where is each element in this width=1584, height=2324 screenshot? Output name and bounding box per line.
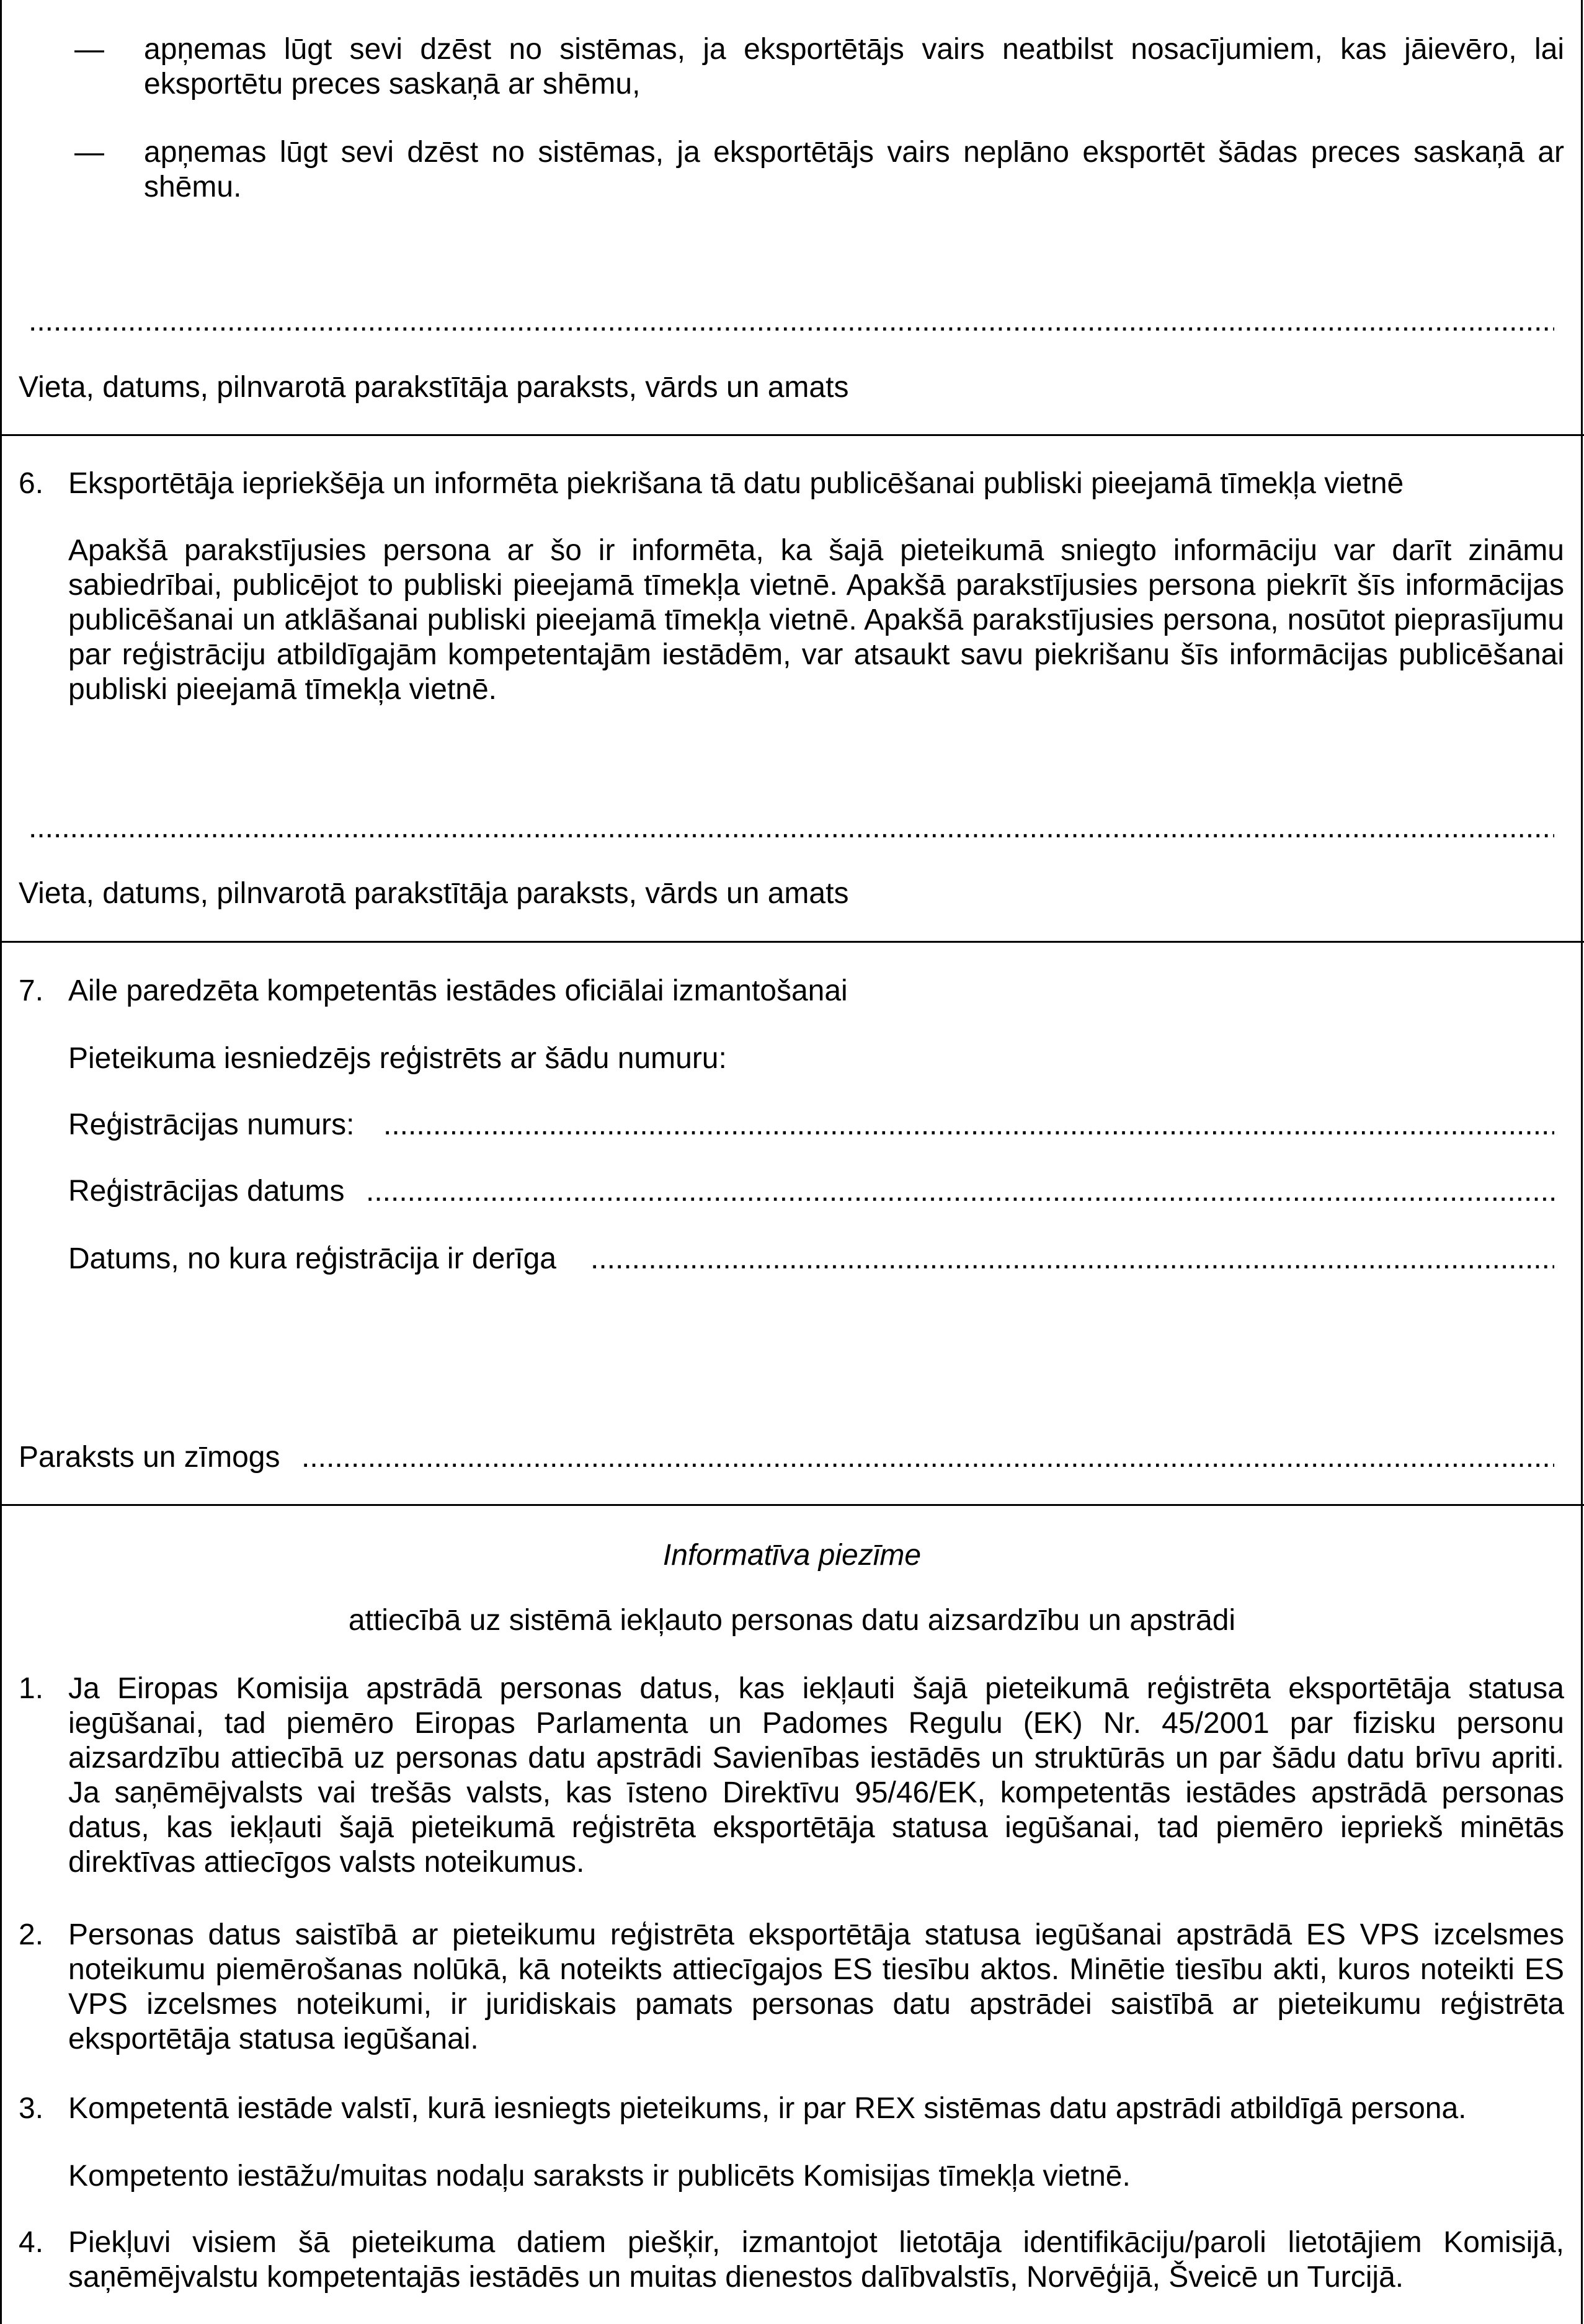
notice-item-1: Ja Eiropas Komisija apstrādā personas datus, kas iekļauti šajā pieteikumā reģistrēta eksportētāja statusa iegūšanai, tad piemēro Eiropas Parlamenta un Padomes Regulu (EK) Nr. 45/2001 par fizisku personu aizsardzību attiecībā uz personas datu apstrādi Savienības iestādēs un struktūrās un par šādu datu brīvu apriti. Ja saņēmējvalsts vai trešās valsts, kas īsteno Direktīvu 95/46/EK, kompetentās iestādes apstrādā personas datus, kas iekļauti šajā pieteikumā reģistrēta eksportētāja statusa iegūšanai, tad piemēro iepriekš minētās direktīvas attiecīgos valsts noteikumus. [68, 1672, 1564, 1879]
notice-item-4: Piekļuvi visiem šā pieteikuma datiem piešķir, izmantojot lietotāja identifikāciju/paroli lietotājiem Komisijā, saņēmējvalstu kompetentajās iestādēs un muitas dienestos dalībvalstīs, Norvēģijā, Šveicē un Turcijā. [68, 2226, 1564, 2294]
divider [0, 941, 1584, 943]
divider [0, 434, 1584, 436]
valid-from-label: Datums, no kura reģistrācija ir derīga [68, 1242, 556, 1275]
valid-from-field[interactable] [590, 1242, 1554, 1276]
reg-number-label: Reģistrācijas numurs: [68, 1108, 355, 1141]
notice-item-number: 1. [19, 1672, 44, 1705]
bullet-item-1: apņemas lūgt sevi dzēst no sistēmas, ja eksportētājs vairs neatbilst nosacījumiem, kas jāievēro, lai eksportētu preces saskaņā ar shēmu, [144, 33, 1564, 100]
notice-subtitle: attiecībā uz sistēmā iekļauto personas datu aizsardzību un apstrādi [348, 1604, 1236, 1637]
section6-heading: Eksportētāja iepriekšēja un informēta piekrišana tā datu publicēšanai publiski pieejamā tīmekļa vietnē [68, 467, 1404, 500]
signature-caption: Vieta, datums, pilnvarotā parakstītāja paraksts, vārds un amats [19, 371, 849, 404]
divider [0, 1504, 1584, 1506]
notice-item-3-extra: Kompetento iestāžu/muitas nodaļu saraksts ir publicēts Komisijas tīmekļa vietnē. [68, 2160, 1131, 2193]
reg-date-label: Reģistrācijas datums [68, 1175, 345, 1208]
section7-number: 7. [19, 974, 44, 1007]
reg-number-field[interactable] [383, 1108, 1554, 1142]
reg-date-field[interactable] [366, 1174, 1554, 1209]
notice-item-3: Kompetentā iestāde valstī, kurā iesniegts pieteikums, ir par REX sistēmas datu apstrādi atbildīgā persona. [68, 2092, 1467, 2125]
section7-heading: Aile paredzēta kompetentās iestādes oficiālai izmantošanai [68, 974, 848, 1007]
sign-stamp-field[interactable] [301, 1440, 1554, 1475]
bullet-dash: — [74, 33, 104, 66]
section6-number: 6. [19, 467, 44, 500]
registration-intro: Pieteikuma iesniedzējs reģistrēts ar šādu numuru: [68, 1042, 727, 1075]
signature-dotted-line [29, 304, 1554, 339]
notice-item-number: 3. [19, 2092, 44, 2125]
sign-stamp-label: Paraksts un zīmogs [19, 1441, 280, 1474]
notice-item-number: 2. [19, 1918, 44, 1951]
section6-body: Apakšā parakstījusies persona ar šo ir informēta, ka šajā pieteikumā sniegto informāciju var darīt zināmu sabiedrībai, publicējot to publiski pieejamā tīmekļa vietnē. Apakšā parakstījusies persona piekrīt šīs informācijas publicēšanai un atklāšanai publiski pieejamā tīmekļa vietnē. Apakšā parakstījusies persona, nosūtot pieprasījumu par reģistrāciju atbildīgajām kompetentajām iestādēm, var atsaukt savu piekrišanu šīs informācijas publicēšanai publiski pieejamā tīmekļa vietnē. [68, 534, 1564, 706]
bullet-item-2: apņemas lūgt sevi dzēst no sistēmas, ja eksportētājs vairs neplāno eksportēt šādas preces saskaņā ar shēmu. [144, 136, 1564, 203]
signature-caption: Vieta, datums, pilnvarotā parakstītāja paraksts, vārds un amats [19, 877, 849, 910]
signature-dotted-line [29, 811, 1554, 845]
notice-title: Informatīva piezīme [662, 1539, 922, 1572]
bullet-dash: — [74, 136, 104, 169]
notice-item-2: Personas datus saistībā ar pieteikumu reģistrēta eksportētāja statusa iegūšanai apstrādā ES VPS izcelsmes noteikumu piemērošanas nolūkā, kā noteikts attiecīgajos ES tiesību aktos. Minētie tiesību akti, kuros noteikti ES VPS izcelsmes noteikumi, ir juridiskais pamats personas datu apstrādei saistībā ar pieteikumu reģistrēta eksportētāja statusa iegūšanai. [68, 1918, 1564, 2055]
notice-item-number: 4. [19, 2226, 44, 2259]
